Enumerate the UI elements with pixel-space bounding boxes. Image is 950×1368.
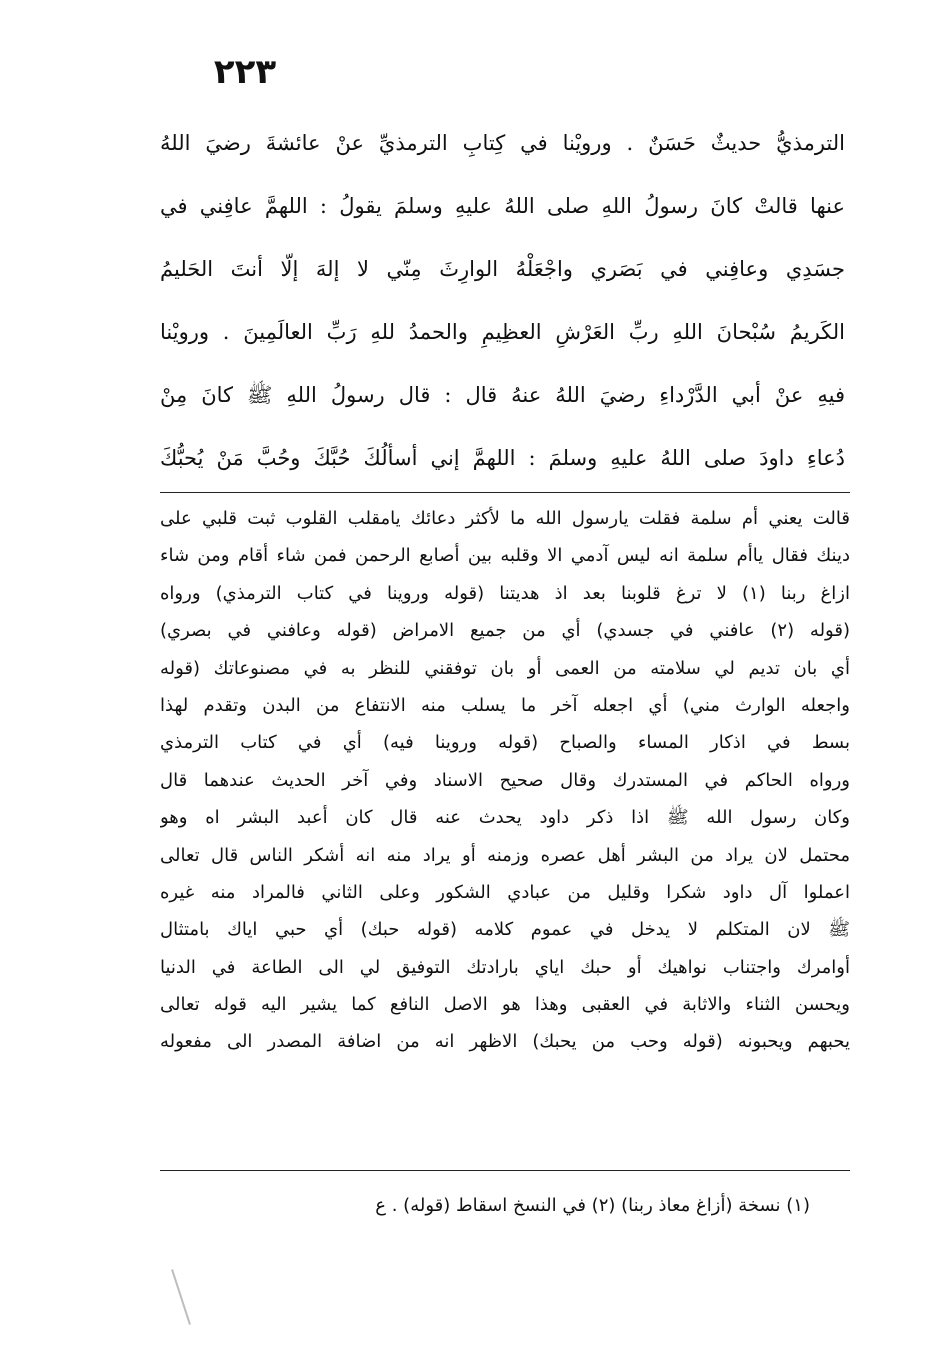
main-text-line: جسَدِي وعافِني في بَصَري واجْعَلْهُ الوارِثَ مِنّي لا إلهَ إلّا أنتَ الحَليمُ <box>160 257 845 281</box>
main-commentary-separator <box>160 492 850 493</box>
commentary-line: محتمل لان يراد من البشر أهل عصره وزمنه أو يراد منه انه أشكر الناس قال تعالى <box>160 844 850 866</box>
footnote: (١) نسخة (أزاغ معاذ ربنا) (٢) في النسخ اسقاط (قوله) . ع <box>375 1195 810 1216</box>
main-text-line: فيهِ عنْ أبي الدَّرْداءِ رضيَ اللهُ عنهُ قال : قال رسولُ اللهِ ﷺ كانَ مِنْ <box>160 383 845 407</box>
commentary-line: اعملوا آل داود شكرا وقليل من عبادي الشكور وعلى الثاني فالمراد منه غيره <box>160 881 850 903</box>
main-text-line: دُعاءِ داودَ صلى اللهُ عليهِ وسلمَ : اللهمَّ إني أسألُكَ حُبَّكَ وحُبَّ مَنْ يُحبُّكَ <box>160 446 845 470</box>
commentary-line: (قوله (٢) عافني في جسدي) أي من جميع الامراض (قوله وعافني في بصري) <box>160 620 850 642</box>
page-number: ٢٢٣ <box>213 52 277 92</box>
commentary-line: دينك فقال ياأم سلمة انه ليس آدمي الا وقلبه بين أصابع الرحمن فمن شاء أقام ومن شاء <box>160 545 850 567</box>
commentary-line: وكان رسول الله ﷺ اذا ذكر داود يحدث عنه قال كان أعبد البشر اه وهو <box>160 807 850 829</box>
main-text-block <box>160 112 845 490</box>
scan-mark <box>171 1269 191 1325</box>
main-text-line: الترمذيُّ حديثٌ حَسَنٌ . ورويْنا في كِتابِ الترمذيِّ عنْ عائشةَ رضيَ اللهُ <box>160 131 845 155</box>
commentary-line: بسط في اذكار المساء والصباح (قوله وروينا فيه) أي في كتاب الترمذي <box>160 732 850 754</box>
main-text-line: الكَريمُ سُبْحانَ اللهِ ربِّ العَرْشِ العظِيمِ والحمدُ للهِ رَبِّ العالَمِينَ . ورويْنا <box>160 320 845 344</box>
commentary-line: واجعله الوارث مني) أي اجعله آخر ما يسلب منه الانتفاع من البدن وتقدم لهذا <box>160 694 850 716</box>
commentary-line: ويحسن الثناء والاثابة في العقبى وهذا هو الاصل النافع كما يشير اليه قوله تعالى <box>160 994 850 1016</box>
commentary-line: أوامرك واجتناب نواهيك أو حبك اياي بارادتك التوفيق لي الى الطاعة في الدنيا <box>160 956 850 978</box>
commentary-line: ﷺ لان المتكلم لا يدخل في عموم كلامه (قوله حبك) أي حبي اياك بامتثال <box>160 919 850 941</box>
commentary-line: قالت يعني أم سلمة فقلت يارسول الله ما لأكثر دعائك يامقلب القلوب ثبت قلبي على <box>160 508 850 529</box>
commentary-line: ورواه الحاكم في المستدرك وقال صحيح الاسناد وفي آخر الحديث عندهما قال <box>160 769 850 791</box>
commentary-line: أي بان تديم لي سلامته من العمى أو بان توفقني للنظر به في مصنوعاتك (قوله <box>160 657 850 679</box>
commentary-block <box>160 500 850 1061</box>
main-text-line: عنها قالتْ كانَ رسولُ اللهِ صلى اللهُ عليهِ وسلمَ يقولُ : اللهمَّ عافِني في <box>160 194 845 218</box>
commentary-line: يحبهم ويحبونه (قوله وحب من يحبك) الاظهر انه من اضافة المصدر الى مفعوله <box>160 1031 850 1053</box>
footnote-separator <box>160 1170 850 1171</box>
commentary-line: ازاغ ربنا (١) لا ترغ قلوبنا بعد اذ هديتنا (قوله وروينا في كتاب الترمذي) ورواه <box>160 582 850 604</box>
